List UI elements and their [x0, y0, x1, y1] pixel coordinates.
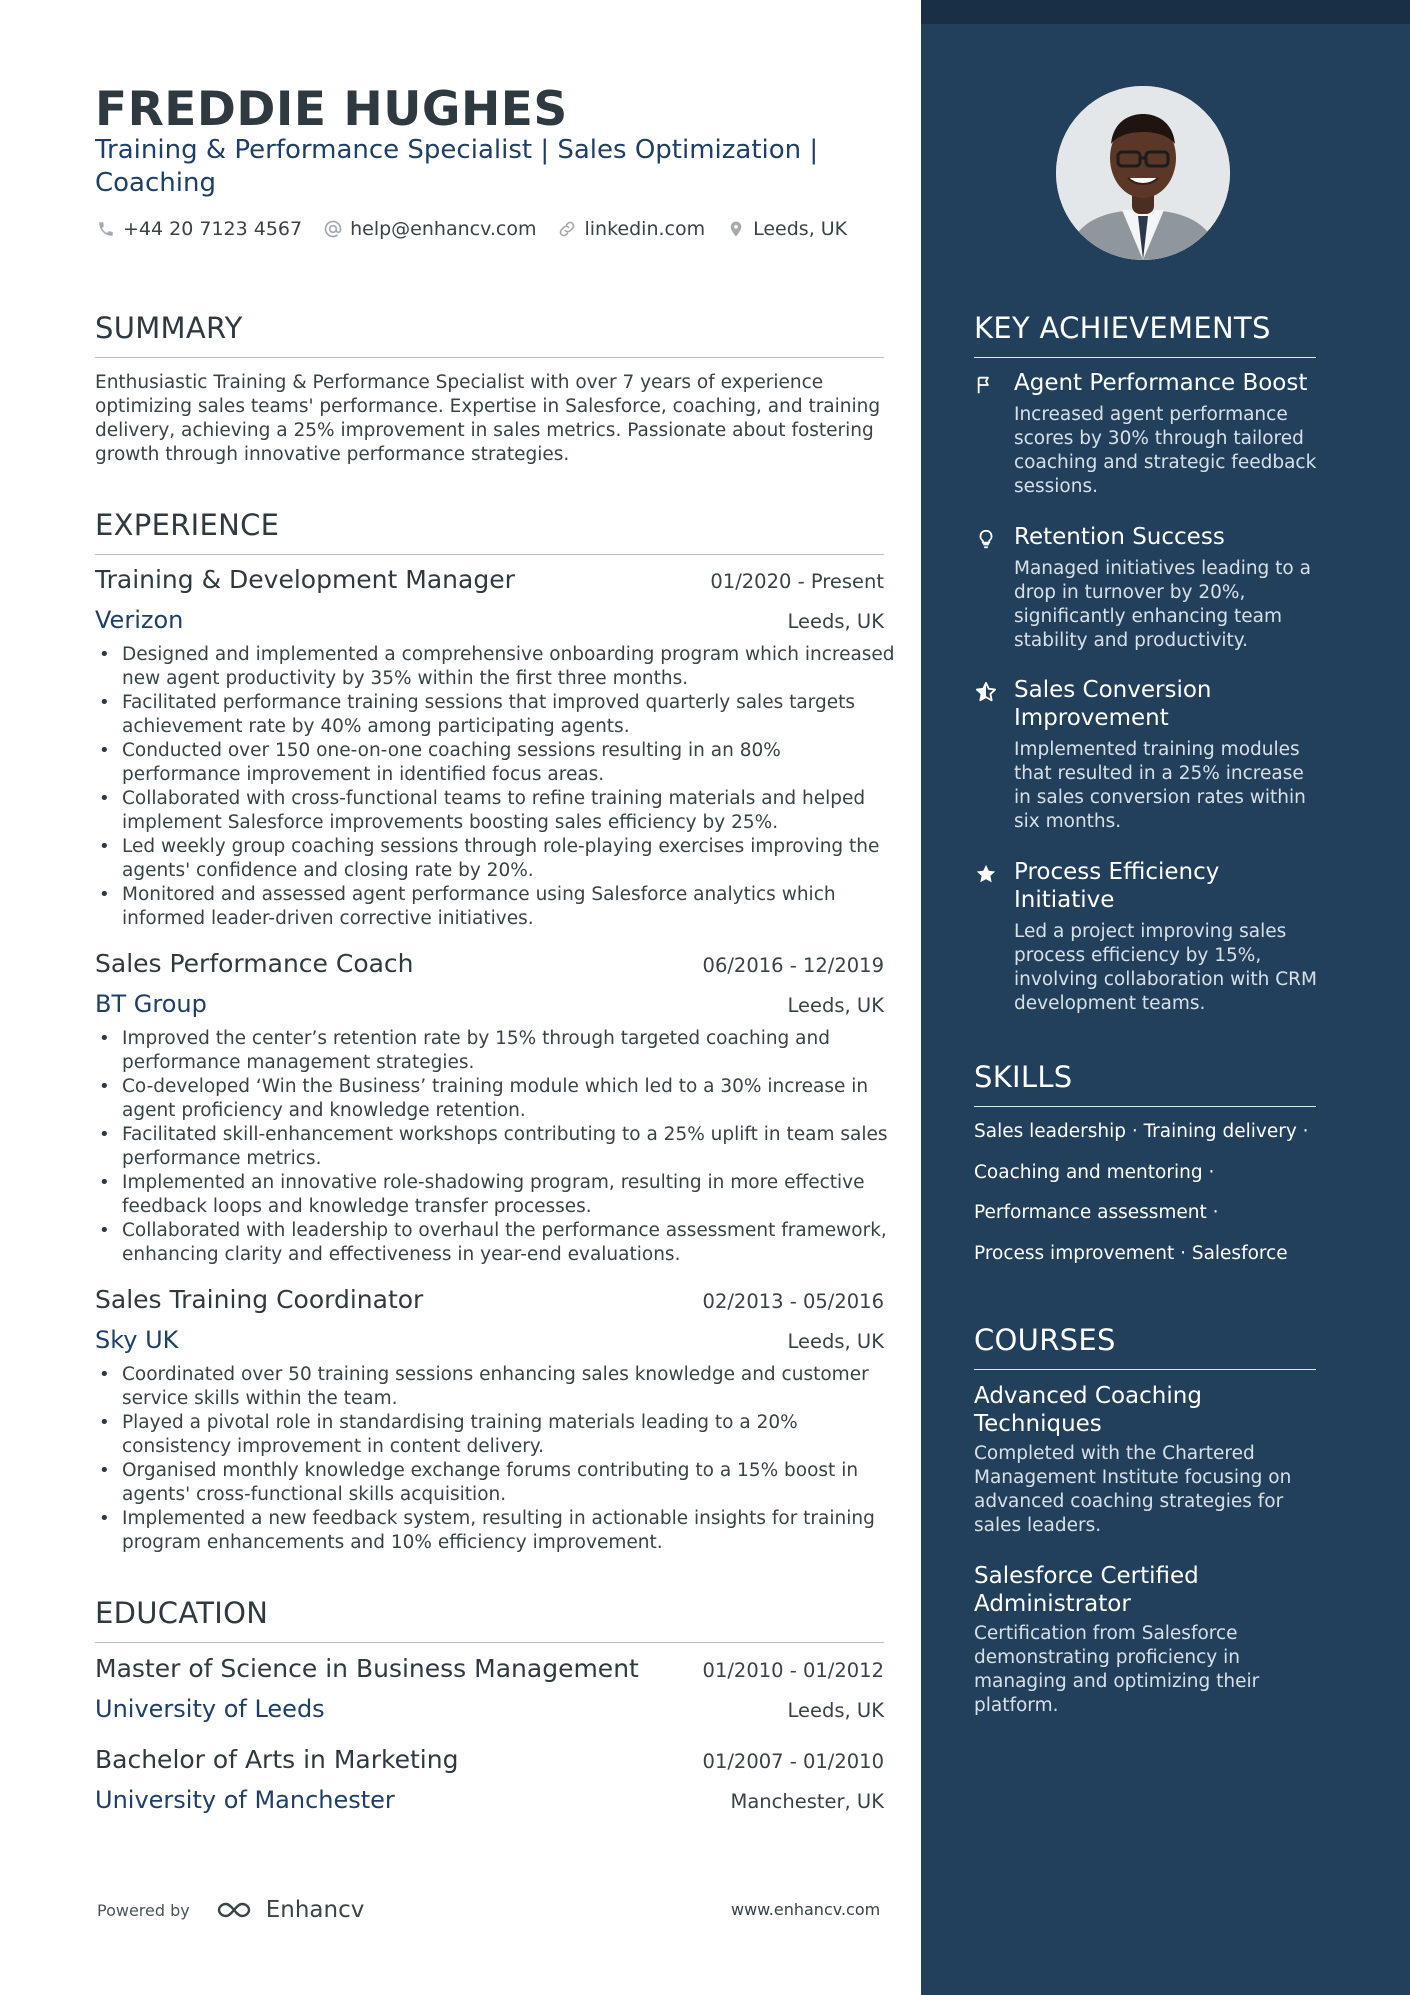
- link-icon: [556, 218, 578, 240]
- achievement-title: Agent Performance Boost: [1014, 370, 1308, 396]
- achievement-desc: Managed initiatives leading to a drop in turnover by 20%, significantly enhancing team stability and productivity.: [1014, 558, 1311, 651]
- job-role: Sales Performance Coach: [95, 949, 414, 978]
- achievement-desc: Implemented training modules that resulted in a 25% increase in sales conversion rates within six months.: [1014, 739, 1306, 832]
- job-1-bullets: [95, 643, 895, 931]
- edu-dates: 01/2007 - 01/2010: [702, 1750, 884, 1773]
- job-location: Leeds, UK: [787, 610, 884, 633]
- powered-by-label: Powered by: [97, 1900, 190, 1920]
- candidate-name: FREDDIE HUGHES: [95, 82, 568, 137]
- job-location: Leeds, UK: [787, 994, 884, 1017]
- list-item: • Collaborated with cross-functional teams to refine training materials and helped implement Salesforce improvements boosting sales efficiency by 25%.: [95, 787, 895, 835]
- location-pin-icon: [725, 218, 747, 240]
- job-dates: 01/2020 - Present: [710, 570, 884, 593]
- course-title: Advanced Coaching Techniques: [974, 1383, 1202, 1437]
- achievement-title: Process Efficiency Initiative: [1014, 859, 1220, 913]
- course-title: Salesforce Certified Administrator: [974, 1563, 1199, 1617]
- candidate-title: Training & Performance Specialist | Sales Optimization | Coaching: [95, 135, 819, 198]
- contact-location-text: Leeds, UK: [753, 218, 848, 240]
- job-role: Sales Training Coordinator: [95, 1285, 424, 1314]
- lightbulb-icon: [974, 527, 998, 551]
- edu-school: University of Leeds: [95, 1695, 325, 1723]
- skills-line: Process improvement · Salesforce: [974, 1242, 1288, 1264]
- list-item: • Monitored and assessed agent performance using Salesforce analytics which informed leader-driven corrective initiatives.: [95, 883, 895, 931]
- list-item: • Organised monthly knowledge exchange forums contributing to a 15% boost in agents' cross-functional skills acquisition.: [95, 1459, 895, 1507]
- star-icon: [974, 862, 998, 886]
- list-item: • Coordinated over 50 training sessions enhancing sales knowledge and customer service skills within the team.: [95, 1363, 895, 1411]
- edu-location: Leeds, UK: [787, 1699, 884, 1722]
- achievement-title: Retention Success: [1014, 524, 1225, 550]
- list-item: • Designed and implemented a comprehensive onboarding program which increased new agent productivity by 35% within the first three months.: [95, 643, 895, 691]
- job-dates: 02/2013 - 05/2016: [702, 1290, 884, 1313]
- contact-bar: [95, 218, 867, 240]
- edu-1-header: [95, 1654, 884, 1683]
- course-item: [974, 1562, 1326, 1718]
- list-item: • Collaborated with leadership to overhaul the performance assessment framework, enhancing clarity and effectiveness in year-end evaluations.: [95, 1219, 895, 1267]
- phone-icon: [95, 218, 117, 240]
- education-heading: EDUCATION: [95, 1596, 884, 1643]
- job-2-bullets: [95, 1027, 895, 1267]
- infinity-icon: [214, 1898, 262, 1922]
- job-3-bullets: [95, 1363, 895, 1555]
- contact-location: [725, 218, 847, 240]
- sidebar-top-bar: [921, 0, 1410, 24]
- achievement-desc: Increased agent performance scores by 30% through tailored coaching and strategic feedback sessions.: [1014, 404, 1317, 497]
- list-item: • Co-developed ‘Win the Business’ training module which led to a 30% increase in agent proficiency and knowledge retention.: [95, 1075, 895, 1123]
- achievement-title: Sales Conversion Improvement: [1014, 677, 1212, 731]
- edu-2-header: [95, 1745, 884, 1774]
- achievement-item: [974, 858, 1326, 1016]
- job-company: BT Group: [95, 990, 207, 1018]
- courses-heading: COURSES: [974, 1323, 1316, 1370]
- job-3-header: [95, 1285, 884, 1314]
- job-1-header: [95, 565, 884, 594]
- at-icon: [322, 218, 344, 240]
- edu-degree: Bachelor of Arts in Marketing: [95, 1745, 459, 1774]
- enhancv-logo[interactable]: [214, 1897, 365, 1923]
- star-half-icon: [974, 680, 998, 704]
- edu-2-school-row: [95, 1786, 884, 1814]
- contact-email-text: help@enhancv.com: [350, 218, 537, 240]
- list-item: • Implemented an innovative role-shadowing program, resulting in more effective feedback loops and knowledge transfer processes.: [95, 1171, 895, 1219]
- edu-location: Manchester, UK: [730, 1790, 884, 1813]
- edu-degree: Master of Science in Business Management: [95, 1654, 639, 1683]
- list-item: • Improved the center’s retention rate by 15% through targeted coaching and performance management strategies.: [95, 1027, 895, 1075]
- achievement-item: [974, 676, 1326, 834]
- flag-icon: [974, 373, 998, 397]
- course-desc: Completed with the Chartered Management Institute focusing on advanced coaching strategies for sales leaders.: [974, 1443, 1292, 1536]
- skills-heading: SKILLS: [974, 1060, 1316, 1107]
- experience-heading: EXPERIENCE: [95, 508, 884, 555]
- job-3-company-row: [95, 1326, 884, 1354]
- website-link[interactable]: www.enhancv.com: [731, 1900, 881, 1919]
- job-company: Verizon: [95, 606, 184, 634]
- job-company: Sky UK: [95, 1326, 179, 1354]
- powered-by: [97, 1897, 364, 1923]
- course-desc: Certification from Salesforce demonstrating proficiency in managing and optimizing their platform.: [974, 1623, 1260, 1716]
- job-2-company-row: [95, 990, 884, 1018]
- list-item: • Conducted over 150 one-on-one coaching sessions resulting in an 80% performance improvement in identified focus areas.: [95, 739, 895, 787]
- summary-text: Enthusiastic Training & Performance Specialist with over 7 years of experience optimizing sales teams' performance. Expertise in Salesforce, coaching, and training delivery, achieving a 25% improvement in sales metrics. Passionate about fostering growth through innovative performance strategies.: [95, 372, 881, 465]
- skills-line: Sales leadership · Training delivery ·: [974, 1121, 1309, 1142]
- course-item: [974, 1382, 1326, 1538]
- job-role: Training & Development Manager: [95, 565, 515, 594]
- list-item: • Facilitated skill-enhancement workshops contributing to a 25% uplift in team sales performance metrics.: [95, 1123, 895, 1171]
- contact-linkedin-text: linkedin.com: [584, 218, 706, 240]
- contact-linkedin[interactable]: [556, 218, 705, 240]
- avatar: [1056, 86, 1230, 260]
- job-2-header: [95, 949, 884, 978]
- achievement-item: [974, 369, 1326, 499]
- list-item: • Played a pivotal role in standardising training materials leading to a 20% consistency improvement in content delivery.: [95, 1411, 895, 1459]
- edu-school: University of Manchester: [95, 1786, 395, 1814]
- list-item: • Implemented a new feedback system, resulting in actionable insights for training program enhancements and 10% efficiency improvement.: [95, 1507, 895, 1555]
- achievement-item: [974, 523, 1326, 653]
- contact-email[interactable]: [322, 218, 536, 240]
- achievement-desc: Led a project improving sales process efficiency by 15%, involving collaboration with CRM development teams.: [1014, 921, 1318, 1014]
- skills-list: [974, 1112, 1326, 1274]
- summary-heading: SUMMARY: [95, 311, 884, 358]
- job-1-company-row: [95, 606, 884, 634]
- list-item: • Facilitated performance training sessions that improved quarterly sales targets achievement rate by 40% among participating agents.: [95, 691, 895, 739]
- achievements-heading: KEY ACHIEVEMENTS: [974, 311, 1316, 358]
- edu-dates: 01/2010 - 01/2012: [702, 1659, 884, 1682]
- contact-phone[interactable]: [95, 218, 302, 240]
- enhancv-brand: Enhancv: [265, 1897, 365, 1923]
- job-location: Leeds, UK: [787, 1330, 884, 1353]
- edu-1-school-row: [95, 1695, 884, 1723]
- skills-line: Performance assessment ·: [974, 1202, 1219, 1223]
- list-item: • Led weekly group coaching sessions through role-playing exercises improving the agents' confidence and closing rate by 20%.: [95, 835, 895, 883]
- skills-line: Coaching and mentoring ·: [974, 1161, 1215, 1183]
- job-dates: 06/2016 - 12/2019: [702, 954, 884, 977]
- contact-phone-text: +44 20 7123 4567: [123, 218, 303, 240]
